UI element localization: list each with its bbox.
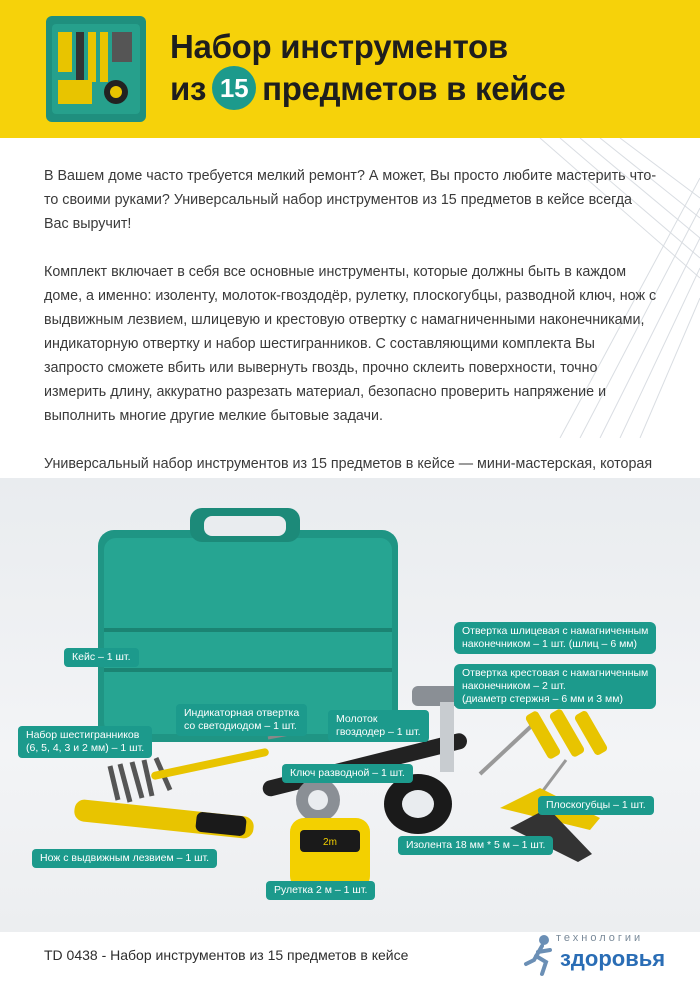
label-hammer-line1: Молоток (336, 713, 378, 725)
label-cross-screwdriver-line2: наконечником – 2 шт. (462, 680, 566, 692)
paragraph-2: Комплект включает в себя все основные инструменты, которые должны быть в каждом доме, а именно: изоленту, молоток-гвоздодёр, рулетку, плоскогубцы, разводной ключ, нож с выдвижным лезвием, шлицевую и крестовую отвертку с намагниченными наконечниками, индикаторную отвертку и набор шестигранников. С составляющими комплекта Вы запросто сможете вбить или вывернуть гвоздь, прочно склеить поверхности, точно измерить длину, аккуратно разрезать материал, безопасно проверить напряжение и выполнить многие другие мелкие бытовые задачи. (44, 264, 657, 424)
label-hammer-line2: гвоздодер – 1 шт. (336, 726, 421, 738)
tape-measure (290, 818, 370, 890)
label-indicator-line2: со светодиодом – 1 шт. (184, 720, 297, 732)
brand-top-text: технологии (556, 932, 644, 944)
brand-main-text: здоровья (560, 946, 666, 971)
label-cross-screwdriver (454, 664, 656, 709)
label-cross-screwdriver-line1: Отвертка крестовая с намагниченным (462, 667, 649, 679)
label-slot-screwdriver-line2: наконечником – 1 шт. (шлиц – 6 мм) (462, 638, 638, 650)
insulating-tape-roll (384, 774, 452, 834)
label-wrench: Ключ разводной – 1 шт. (282, 764, 413, 783)
label-hex-line1: Набор шестигранников (26, 729, 140, 741)
title-line-1: Набор инструментов (170, 28, 508, 65)
label-indicator-line1: Индикаторная отвертка (184, 707, 300, 719)
label-knife: Нож с выдвижным лезвием – 1 шт. (32, 849, 217, 868)
title-prefix: из (170, 70, 207, 107)
number-badge: 15 (212, 66, 256, 110)
label-insulating-tape: Изолента 18 мм * 5 м – 1 шт. (398, 836, 553, 855)
description (44, 164, 658, 524)
label-tape-measure: Рулетка 2 м – 1 шт. (266, 881, 375, 900)
utility-knife (73, 799, 254, 840)
title-line-2 (170, 68, 690, 110)
label-pliers: Плоскогубцы – 1 шт. (538, 796, 654, 815)
label-cross-screwdriver-line3: (диаметр стержня – 6 мм и 3 мм) (462, 693, 623, 705)
header-band (0, 0, 700, 138)
footer-product-code: TD 0438 - Набор инструментов из 15 предметов в кейсе (44, 947, 409, 963)
product-photo-area (0, 478, 700, 932)
label-indicator-screwdriver (176, 704, 307, 736)
label-hammer (328, 710, 429, 742)
paragraph-3: Универсальный набор инструментов из 15 предметов в кейсе — мини-мастерская, которая (44, 456, 653, 472)
label-case: Кейс – 1 шт. (64, 648, 139, 667)
hex-key-set (110, 758, 170, 802)
runner-icon (520, 934, 560, 978)
label-hex-keys (18, 726, 152, 758)
page-title (170, 26, 690, 110)
brand-logo (520, 930, 690, 980)
label-hex-line2: (6, 5, 4, 3 и 2 мм) – 1 шт. (26, 742, 145, 754)
paragraph-1: В Вашем доме часто требуется мелкий ремонт? А может, Вы просто любите мастерить что-то своими руками? Универсальный набор инструментов из 15 предметов в кейсе всегда Вас выручит! (44, 168, 657, 232)
svg-text:2m: 2m (323, 837, 337, 848)
tool-case-thumbnail (40, 10, 152, 128)
label-slot-screwdriver-line1: Отвертка шлицевая с намагниченным (462, 625, 649, 637)
label-slot-screwdriver (454, 622, 656, 654)
title-suffix: предметов в кейсе (262, 70, 566, 107)
